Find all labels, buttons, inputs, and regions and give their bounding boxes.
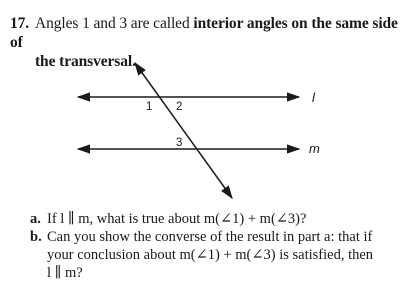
angle-1-label: 1 — [146, 101, 153, 113]
part-b-line-3: l ∥ m? — [47, 265, 83, 281]
part-a — [30, 210, 410, 228]
part-b-line-2: your conclusion about m(∠1) + m(∠3) is satisfied, then — [47, 247, 374, 263]
transversal-line — [135, 63, 232, 198]
part-b-line-1 — [30, 228, 410, 246]
problem-line-2: the transversal. — [35, 53, 136, 70]
part-a-label: a. — [30, 211, 41, 227]
part-b — [30, 228, 410, 282]
problem-text-plain: Angles 1 and 3 are called — [35, 15, 190, 32]
part-b-label: b. — [30, 229, 42, 245]
angle-3-label: 3 — [176, 137, 183, 149]
angle-2-label: 2 — [176, 101, 183, 113]
part-a-text: If l ∥ m, what is true about m(∠1) + m(∠3)? — [47, 211, 307, 227]
line-l-label: l — [312, 90, 315, 105]
line-m-label: m — [309, 141, 320, 156]
problem-text-bold-1: interior angles on the same side of — [10, 15, 398, 51]
part-b-text-1: Can you show the converse of the result in part a: that if — [47, 229, 373, 245]
problem-number: 17. — [10, 15, 30, 32]
